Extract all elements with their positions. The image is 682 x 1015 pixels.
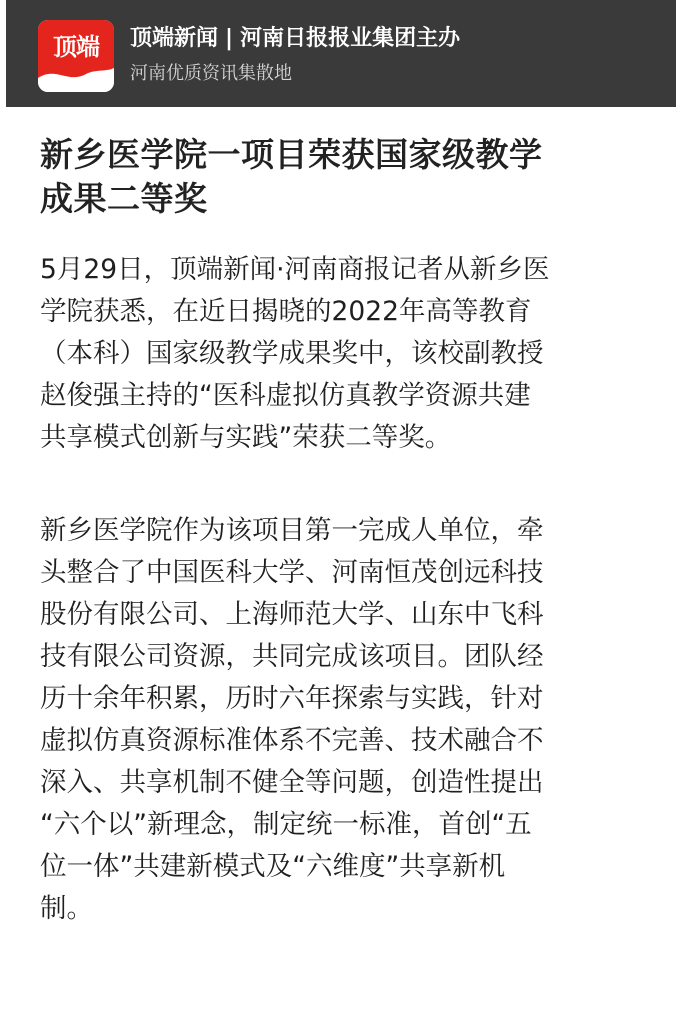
logo-wave-icon: [38, 66, 114, 92]
logo-text: 顶端: [53, 33, 99, 61]
paragraph-line: 共享模式创新与实践”荣获二等奖。: [40, 422, 452, 453]
paragraph-line: 学院获悉，在近日揭晓的2022年高等教育: [40, 296, 532, 327]
paragraph-line: 制。: [40, 893, 93, 924]
paragraph-line: “六个以”新理念，制定统一标准，首创“五: [40, 809, 532, 840]
title-line: 新乡医学院一项目荣获国家级教学: [40, 135, 543, 174]
app-header: [6, 0, 676, 107]
app-logo[interactable]: [38, 20, 114, 92]
header-title: [130, 24, 460, 54]
article-paragraph-1: [40, 249, 642, 459]
paragraph-line: 历十余年积累，历时六年探索与实践，针对: [40, 683, 544, 714]
header-subtitle: 河南优质资讯集散地: [130, 63, 292, 84]
paragraph-line: 赵俊强主持的“医科虚拟仿真教学资源共建: [40, 380, 531, 411]
paragraph-line: 技有限公司资源，共同完成该项目。团队经: [40, 641, 544, 672]
title-separator: |: [225, 26, 234, 51]
article-title: [40, 133, 640, 221]
paragraph-line: 股份有限公司、上海师范大学、山东中飞科: [40, 599, 544, 630]
paragraph-line: 虚拟仿真资源标准体系不完善、技术融合不: [40, 725, 544, 756]
title-line: 成果二等奖: [40, 179, 208, 218]
paragraph-line: 头整合了中国医科大学、河南恒茂创远科技: [40, 557, 544, 588]
paragraph-line: 位一体”共建新模式及“六维度”共享新机: [40, 851, 506, 882]
article-paragraph-2: [40, 510, 642, 930]
paragraph-line: 5月29日，顶端新闻·河南商报记者从新乡医: [40, 254, 550, 285]
paragraph-line: （本科）国家级教学成果奖中，该校副教授: [40, 338, 544, 369]
brand-name: 顶端新闻: [130, 26, 219, 51]
sponsor-text: 河南日报报业集团主办: [240, 26, 461, 51]
paragraph-line: 深入、共享机制不健全等问题，创造性提出: [40, 767, 544, 798]
paragraph-line: 新乡医学院作为该项目第一完成人单位，牵: [40, 515, 544, 546]
